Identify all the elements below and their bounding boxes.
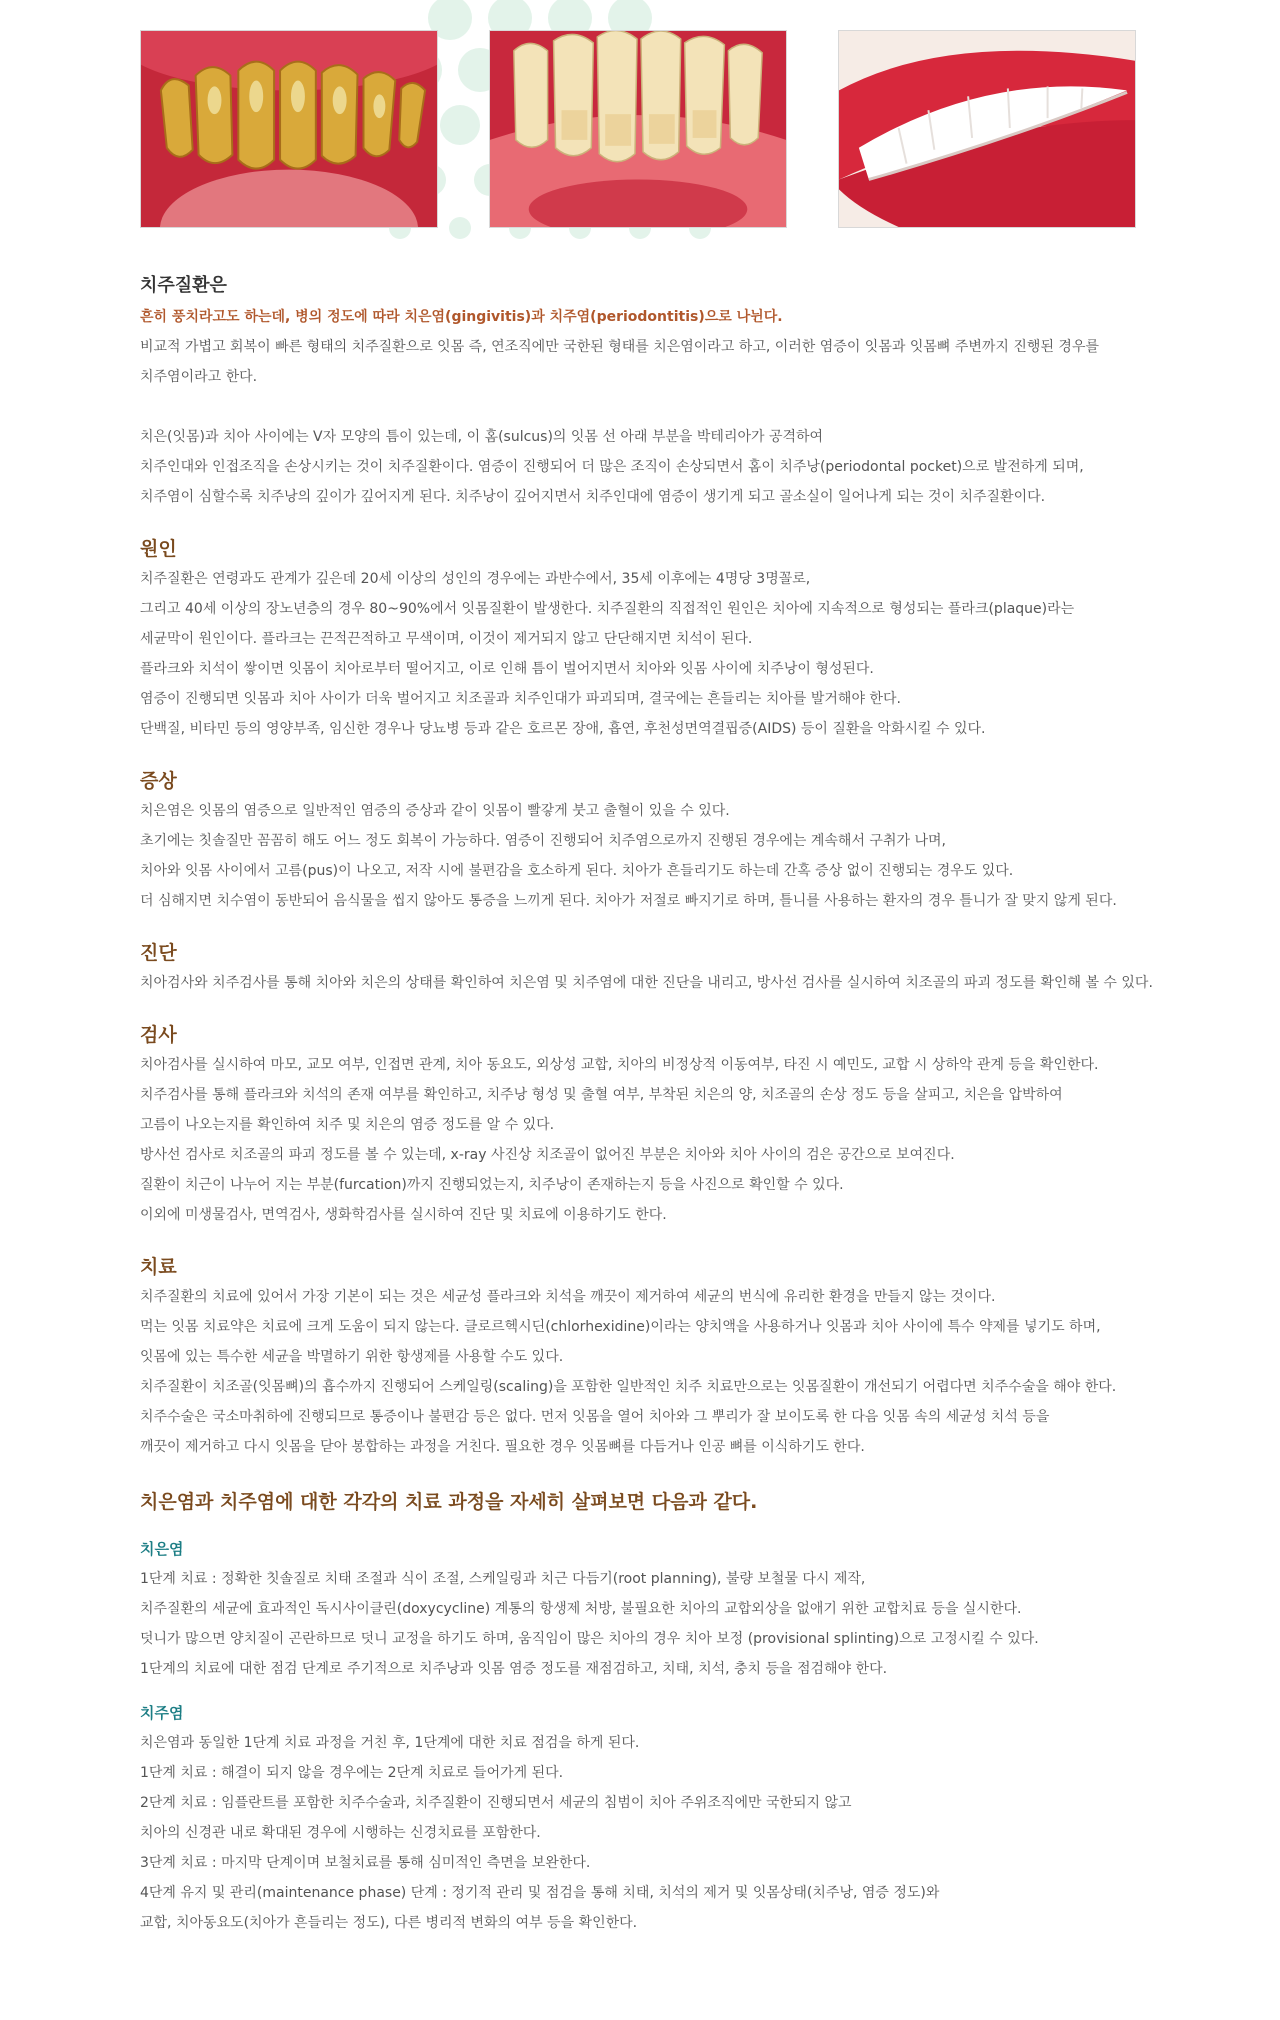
gingivitis-line: 1단계의 치료에 대한 점검 단계로 주기적으로 치주낭과 잇몸 염증 정도를 재점검하고, 치태, 치석, 충치 등을 점검해야 한다.	[140, 1661, 888, 1677]
tartar-teeth-photo	[140, 30, 438, 228]
intro-line: 치주염이라고 한다.	[140, 369, 258, 385]
intro-line: 치주인대와 인접조직을 손상시키는 것이 치주질환이다. 염증이 진행되어 더 많은 조직이 손상되면서 홈이 치주낭(periodontal pocket)으로 발전하게 되며,	[140, 459, 1084, 475]
article-content	[140, 270, 1220, 1938]
diagnosis-line: 치아검사와 치주검사를 통해 치아와 치은의 상태를 확인하여 치은염 및 치주염에 대한 진단을 내리고, 방사선 검사를 실시하여 치조골의 파괴 정도를 확인해 볼 수 있다.	[140, 975, 1153, 991]
section-title-exam: 검사	[140, 1024, 177, 1046]
section-title-diagnosis: 진단	[140, 942, 177, 964]
treatment-line: 깨끗이 제거하고 다시 잇몸을 닫아 봉합하는 과정을 거친다. 필요한 경우 잇몸뼈를 다듬거나 인공 뼈를 이식하기도 한다.	[140, 1439, 865, 1455]
periodontitis-line: 1단계 치료 : 해결이 되지 않을 경우에는 2단계 치료로 들어가게 된다.	[140, 1765, 564, 1781]
cause-line: 세균막이 원인이다. 플라크는 끈적끈적하고 무색이며, 이것이 제거되지 않고 단단해지면 치석이 된다.	[140, 631, 753, 647]
periodontitis-line: 교합, 치아동요도(치아가 흔들리는 정도), 다른 병리적 변화의 여부 등을 확인한다.	[140, 1915, 638, 1931]
gingivitis-line: 치주질환의 세균에 효과적인 독시사이클린(doxycycline) 계통의 항생제 처방, 불필요한 치아의 교합외상을 없애기 위한 교합치료 등을 실시한다.	[140, 1601, 1022, 1617]
periodontitis-line: 2단계 치료 : 임플란트를 포함한 치주수술과, 치주질환이 진행되면서 세균의 침범이 치아 주위조직에만 국한되지 않고	[140, 1795, 852, 1811]
exam-line: 치주검사를 통해 플라크와 치석의 존재 여부를 확인하고, 치주낭 형성 및 출혈 여부, 부착된 치은의 양, 치조골의 손상 정도 등을 살피고, 치은을 압박하여	[140, 1087, 1063, 1103]
treatment-line: 먹는 잇몸 치료약은 치료에 크게 도움이 되지 않는다. 클로르헥시딘(chlorhexidine)이라는 양치액을 사용하거나 잇몸과 치아 사이에 특수 약제를 넣기도 하며,	[140, 1319, 1101, 1335]
symptom-line: 치은염은 잇몸의 염증으로 일반적인 염증의 증상과 같이 잇몸이 빨갛게 붓고 출혈이 있을 수 있다.	[140, 803, 730, 819]
symptom-line: 초기에는 칫솔질만 꼼꼼히 해도 어느 정도 회복이 가능하다. 염증이 진행되어 치주염으로까지 진행된 경우에는 계속해서 구취가 나며,	[140, 833, 946, 849]
periodontitis-line: 4단계 유지 및 관리(maintenance phase) 단계 : 정기적 관리 및 점검을 통해 치태, 치석의 제거 및 잇몸상태(치주낭, 염증 정도)와	[140, 1885, 940, 1901]
treatment-line: 치주질환의 치료에 있어서 가장 기본이 되는 것은 세균성 플라크와 치석을 깨끗이 제거하여 세균의 번식에 유리한 환경을 만들지 않는 것이다.	[140, 1289, 996, 1305]
treatment-line: 치주수술은 국소마취하에 진행되므로 통증이나 불편감 등은 없다. 먼저 잇몸을 열어 치아와 그 뿌리가 잘 보이도록 한 다음 잇몸 속의 세균성 치석 등을	[140, 1409, 1050, 1425]
treatment-line: 치주질환이 치조골(잇몸뼈)의 흡수까지 진행되어 스케일링(scaling)을 포함한 일반적인 치주 치료만으로는 잇몸질환이 개선되기 어렵다면 치주수술을 해야 한다.	[140, 1379, 1117, 1395]
exam-line: 고름이 나오는지를 확인하여 치주 및 치은의 염증 정도를 알 수 있다.	[140, 1117, 555, 1133]
exam-line: 질환이 치근이 나누어 지는 부분(furcation)까지 진행되었는지, 치주낭이 존재하는지 등을 사진으로 확인할 수 있다.	[140, 1177, 844, 1193]
intro-line: 치은(잇몸)과 치아 사이에는 V자 모양의 틈이 있는데, 이 홈(sulcus)의 잇몸 선 아래 부분을 박테리아가 공격하여	[140, 429, 824, 445]
gingivitis-line: 1단계 치료 : 정확한 칫솔질로 치태 조절과 식이 조절, 스케일링과 치근 다듬기(root planning), 불량 보철물 다시 제작,	[140, 1571, 866, 1587]
symptom-line: 치아와 잇몸 사이에서 고름(pus)이 나오고, 저작 시에 불편감을 호소하게 된다. 치아가 흔들리기도 하는데 간혹 증상 없이 진행되는 경우도 있다.	[140, 863, 1014, 879]
subsection-title-gingivitis: 치은염	[140, 1540, 184, 1558]
cause-line: 단백질, 비타민 등의 영양부족, 임신한 경우나 당뇨병 등과 같은 호르몬 장애, 흡연, 후천성면역결핍증(AIDS) 등이 질환을 악화시킬 수 있다.	[140, 721, 986, 737]
intro-lead: 흔히 풍치라고도 하는데, 병의 정도에 따라 치은염(gingivitis)과 치주염(periodontitis)으로 나뉜다.	[140, 309, 783, 325]
intro-line: 치주염이 심할수록 치주낭의 깊이가 깊어지게 된다. 치주낭이 깊어지면서 치주인대에 염증이 생기게 되고 골소실이 일어나게 되는 것이 치주질환이다.	[140, 489, 1046, 505]
section-title-cause: 원인	[140, 538, 177, 560]
detail-title: 치은염과 치주염에 대한 각각의 치료 과정을 자세히 살펴보면 다음과 같다.	[140, 1491, 758, 1513]
exam-line: 치아검사를 실시하여 마모, 교모 여부, 인접면 관계, 치아 동요도, 외상성 교합, 치아의 비정상적 이동여부, 타진 시 예민도, 교합 시 상하악 관계 등을 확인한다.	[140, 1057, 1099, 1073]
periodontitis-line: 치아의 신경관 내로 확대된 경우에 시행하는 신경치료를 포함한다.	[140, 1825, 541, 1841]
treatment-line: 잇몸에 있는 특수한 세균을 박멸하기 위한 항생제를 사용할 수도 있다.	[140, 1349, 564, 1365]
cause-line: 치주질환은 연령과도 관계가 깊은데 20세 이상의 성인의 경우에는 과반수에서, 35세 이후에는 4명당 3명꼴로,	[140, 571, 811, 587]
intro-title: 치주질환은	[140, 275, 227, 296]
periodontitis-line: 치은염과 동일한 1단계 치료 과정을 거친 후, 1단계에 대한 치료 점검을 하게 된다.	[140, 1735, 640, 1751]
periodontitis-line: 3단계 치료 : 마지막 단계이며 보철치료를 통해 심미적인 측면을 보완한다.	[140, 1855, 591, 1871]
gingivitis-line: 덧니가 많으면 양치질이 곤란하므로 덧니 교정을 하기도 하며, 움직임이 많은 치아의 경우 치아 보정 (provisional splinting)으로 고정시킬 수 있다.	[140, 1631, 1039, 1647]
section-title-symptom: 증상	[140, 770, 177, 792]
section-title-treatment: 치료	[140, 1256, 177, 1278]
symptom-line: 더 심해지면 치수염이 동반되어 음식물을 씹지 않아도 통증을 느끼게 된다. 치아가 저절로 빠지기로 하며, 틀니를 사용하는 환자의 경우 틀니가 잘 맞지 않게 된다.	[140, 893, 1117, 909]
exam-line: 방사선 검사로 치조골의 파괴 정도를 볼 수 있는데, x-ray 사진상 치조골이 없어진 부분은 치아와 치아 사이의 검은 공간으로 보여진다.	[140, 1147, 955, 1163]
exam-line: 이외에 미생물검사, 면역검사, 생화학검사를 실시하여 진단 및 치료에 이용하기도 한다.	[140, 1207, 667, 1223]
receding-gum-teeth-photo	[489, 30, 787, 228]
intro-line: 비교적 가볍고 회복이 빠른 형태의 치주질환으로 잇몸 즉, 연조직에만 국한된 형태를 치은염이라고 하고, 이러한 염증이 잇몸과 잇몸뼈 주변까지 진행된 경우를	[140, 339, 1099, 355]
subsection-title-periodontitis: 치주염	[140, 1704, 184, 1722]
healthy-smile-photo	[838, 30, 1136, 228]
cause-line: 염증이 진행되면 잇몸과 치아 사이가 더욱 벌어지고 치조골과 치주인대가 파괴되며, 결국에는 흔들리는 치아를 발거해야 한다.	[140, 691, 901, 707]
cause-line: 그리고 40세 이상의 장노년층의 경우 80~90%에서 잇몸질환이 발생한다. 치주질환의 직접적인 원인은 치아에 지속적으로 형성되는 플라크(plaque)라는	[140, 601, 1075, 617]
cause-line: 플라크와 치석이 쌓이면 잇몸이 치아로부터 떨어지고, 이로 인해 틈이 벌어지면서 치아와 잇몸 사이에 치주낭이 형성된다.	[140, 661, 874, 677]
photo-row	[140, 30, 1140, 230]
